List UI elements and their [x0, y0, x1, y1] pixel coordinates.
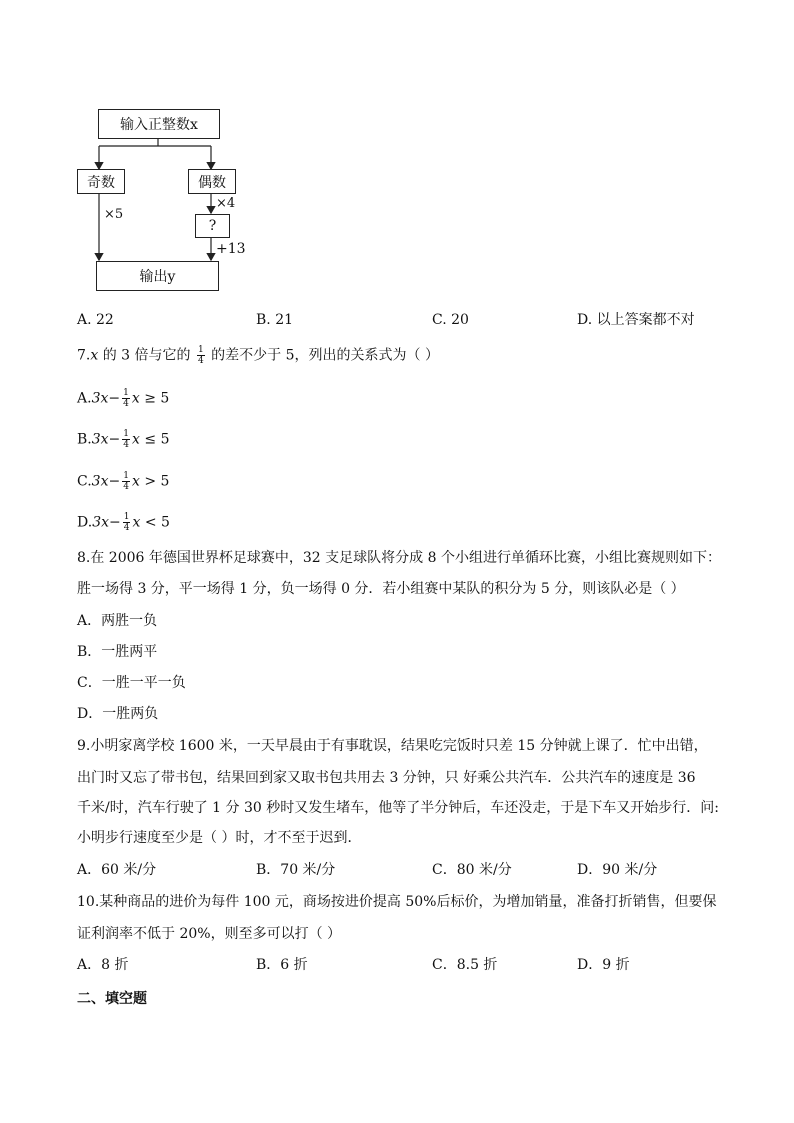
- q8-option-a: A．两胜一负: [77, 613, 158, 629]
- q7-option-a-frac-num: 1: [123, 388, 129, 398]
- q6-option-c: C. 20: [432, 312, 469, 328]
- q7-option-b: [77, 429, 169, 450]
- q7-var: x: [90, 347, 99, 364]
- q7-option-b-frac-num: 1: [123, 429, 130, 439]
- q7-option-b-label: B.: [77, 431, 92, 448]
- q6-option-b: B. 21: [256, 312, 294, 328]
- q7-question: [77, 345, 439, 366]
- q6-option-d: D. 以上答案都不对: [577, 312, 695, 328]
- q10-option-c: C．8.5 折: [432, 957, 498, 973]
- q8-line-1: 8.在 2006 年德国世界杯足球赛中，32 支足球队将分成 8 个小组进行单循环比赛，小组比赛规则如下：: [77, 550, 721, 566]
- q7-frac-num: 1: [197, 345, 204, 355]
- flow-even-box: 偶数: [188, 169, 236, 194]
- q7-expr-b: x: [131, 473, 140, 490]
- q8-option-b: B．一胜两平: [77, 644, 158, 660]
- q7-option-a-label: A.: [77, 390, 92, 407]
- q7-option-c-fraction: [122, 471, 130, 492]
- q9-line-4: 小明步行速度至少是（ ）时，才不至于迟到．: [77, 830, 362, 846]
- flow-odd-box: 奇数: [77, 169, 125, 194]
- flow-even-op: ×4: [216, 196, 236, 211]
- q10-option-b: B．6 折: [256, 957, 308, 973]
- flow-input-box: 输入正整数x: [98, 109, 220, 139]
- q9-option-b: B．70 米/分: [256, 862, 336, 878]
- q7-expr-a: 3x−: [91, 431, 121, 448]
- q7-frac-den: 4: [197, 356, 204, 366]
- q7-option-c-label: C.: [77, 473, 92, 490]
- q7-option-c: [77, 471, 169, 492]
- q7-text2: 的差不少于 5，列出的关系式为（ ）: [206, 347, 439, 364]
- q7-expr-b: x: [132, 514, 141, 531]
- q7-option-d-frac-num: 1: [123, 512, 130, 522]
- q7-expr-a: 3x−: [91, 473, 121, 490]
- q7-option-c-rel: > 5: [144, 473, 170, 490]
- q7-prefix: 7.: [77, 347, 91, 364]
- q10-option-a: A．8 折: [77, 957, 129, 973]
- q9-option-c: C．80 米/分: [432, 862, 512, 878]
- q7-option-a-rel: ≥ 5: [144, 390, 170, 407]
- q9-option-d: D．90 米/分: [577, 862, 658, 878]
- q7-option-d-frac-den: 4: [123, 523, 130, 533]
- q9-line-3: 千米/时，汽车行驶了 1 分 30 秒时又发生堵车，他等了半分钟后，车还没走，于是下车又开始步行．问:: [77, 800, 719, 816]
- q7-option-c-frac-num: 1: [123, 471, 129, 481]
- q8-option-d: D．一胜两负: [77, 706, 159, 722]
- flowchart-diagram: [0, 0, 794, 300]
- flow-unknown-box: ?: [195, 214, 230, 238]
- q7-option-c-frac-den: 4: [123, 482, 129, 492]
- q7-text1: 的 3 倍与它的: [98, 347, 195, 364]
- q7-option-d: [77, 512, 170, 533]
- q8-option-c: C．一胜一平一负: [77, 675, 186, 691]
- q10-line-2: 证利润率不低于 20%，则至多可以打（ ）: [77, 926, 342, 942]
- flow-plus-op: +13: [216, 241, 246, 257]
- q7-option-d-fraction: [123, 512, 131, 533]
- q7-option-b-rel: ≤ 5: [144, 431, 170, 448]
- q7-option-d-label: D.: [77, 514, 93, 531]
- q7-option-b-fraction: [122, 429, 130, 450]
- q6-option-a: A. 22: [77, 312, 114, 328]
- q7-option-d-rel: < 5: [144, 514, 170, 531]
- q8-line-2: 胜一场得 3 分，平一场得 1 分，负一场得 0 分．若小组赛中某队的积分为 5 分，则该队必是（ ）: [77, 581, 685, 597]
- q7-fraction: [197, 345, 205, 366]
- q10-option-d: D．9 折: [577, 957, 630, 973]
- flow-odd-op: ×5: [104, 207, 124, 222]
- q7-expr-b: x: [131, 390, 140, 407]
- q10-line-1: 10.某种商品的进价为每件 100 元，商场按进价提高 50%后标价，为增加销量，准备打折销售，但要保: [77, 894, 717, 910]
- q7-option-a-frac-den: 4: [123, 399, 129, 409]
- q7-option-b-frac-den: 4: [123, 440, 130, 450]
- q9-option-a: A．60 米/分: [77, 862, 157, 878]
- q7-expr-b: x: [132, 431, 140, 448]
- flow-output-box: 输出y: [96, 261, 219, 291]
- q9-line-2: 出门时又忘了带书包，结果回到家又取书包共用去 3 分钟，只 好乘公共汽车．公共汽车的速度是 36: [77, 770, 696, 786]
- q7-expr-a: 3x−: [91, 390, 121, 407]
- q7-option-a-fraction: [122, 388, 130, 409]
- section-heading-fill-in: 二、填空题: [77, 991, 147, 1007]
- q7-option-a: [77, 388, 169, 409]
- q9-line-1: 9.小明家离学校 1600 米，一天早晨由于有事耽误，结果吃完饭时只差 15 分钟就上课了．忙中出错，: [77, 738, 708, 754]
- q7-expr-a: 3x−: [92, 514, 121, 531]
